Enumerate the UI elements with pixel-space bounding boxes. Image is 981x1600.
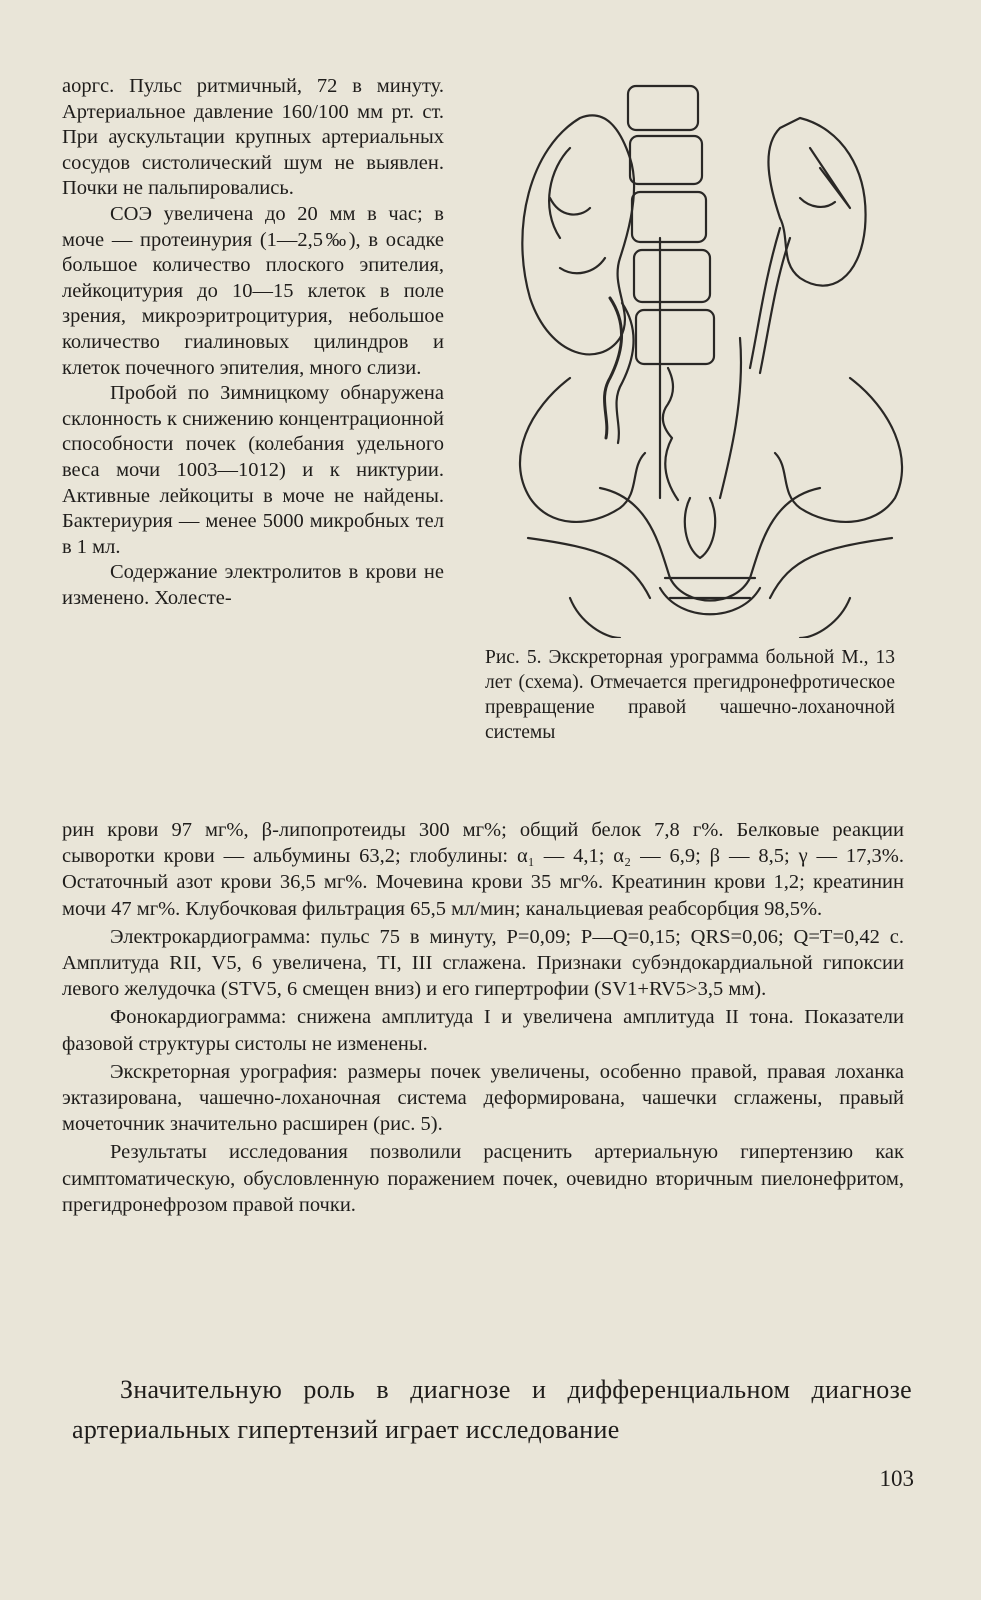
paragraph: Результаты исследования позволили расценить артериальную гипертензию как симптоматическую, обусловленную поражением почек, очевидно вторичным пиелонефритом, прегидронефрозом правой почки. xyxy=(62,1141,904,1216)
paragraph: Содержание электролитов в крови не изменено. Холесте- xyxy=(62,561,444,609)
left-kidney xyxy=(750,118,866,373)
paragraph: Электрокардиограмма: пульс 75 в минуту, P=0,09; P—Q=0,15; QRS=0,06; Q=T=0,42 с. Амплитуда RII, V5, 6 увеличена, TI, III сглажена. Признаки субэндокардиальной гипоксии левого желудочка (STV5, 6 смещен вниз) и его гипертрофии (SV1+RV5>3,5 мм). xyxy=(62,925,904,1001)
bottom-text xyxy=(72,1370,912,1450)
paragraph: Экскреторная урография: размеры почек увеличены, особенно правой, правая лоханка эктазирована, чашечно-лоханочная система деформирована, чашечки сглажены, правый мочеточник значительно расширен (рис. 5). xyxy=(62,1060,904,1136)
urogram-figure xyxy=(510,78,910,638)
paragraph: Значительную роль в диагнозе и дифференциальном диагнозе артериальных гипертензий играет исследование xyxy=(72,1375,912,1444)
right-kidney xyxy=(522,115,634,443)
spine xyxy=(628,86,714,500)
left-ureter xyxy=(720,338,741,498)
paragraph: Пробой по Зимницкому обнаружена склонность к снижению концентрационной способности почек (колебания удельного веса мочи 1003—1012) и к никтурии. Активные лейкоциты в моче не найдены. Бактериурия — менее 5000 микробных тел в 1 мл. xyxy=(62,382,444,558)
paragraph: рин крови 97 мг%, β-липопротеиды 300 мг%; общий белок 7,8 г%. Белковые реакции сыворотки крови — альбумины 63,2; глобулины: α₁ — 4,1; α₂ — 6,9; β — 8,5; γ — 17,3%. Остаточный азот крови 36,5 мг%. Мочевина крови 35 мг%. Креатинин крови 1,2; креатинин мочи 47 мг%. Клубочковая фильтрация 65,5 мл/мин; канальциевая реабсорбция 98,5%. xyxy=(62,819,904,920)
paragraph: СОЭ увеличена до 20 мм в час; в моче — протеинурия (1—2,5‰), в осадке большое количество плоского эпителия, лейкоцитурия до 10—15 клеток в поле зрения, микроэритроцитурия, небольшое количество гиалиновых цилиндров и клеток почечного эпителия, много слизи. xyxy=(62,202,444,379)
figure-caption: Рис. 5. Экскреторная урограмма больной М., 13 лет (схема). Отмечается прегидронефротическое превращение правой чашечно-лоханочной системы xyxy=(485,647,895,743)
pelvis xyxy=(520,378,902,638)
paragraph: аоргс. Пульс ритмичный, 72 в минуту. Артериальное давление 160/100 мм рт. ст. При аускультации крупных артериальных сосудов систолический шум не выявлен. Почки не пальпировались. xyxy=(62,75,444,200)
paragraph: Фонокардиограмма: снижена амплитуда I и увеличена амплитуда II тона. Показатели фазовой структуры систолы не изменены. xyxy=(62,1006,904,1055)
urogram-schematic-drawing xyxy=(510,78,910,638)
left-column xyxy=(62,74,444,611)
page-number: 103 xyxy=(879,1466,914,1491)
full-width-text xyxy=(62,817,904,1220)
